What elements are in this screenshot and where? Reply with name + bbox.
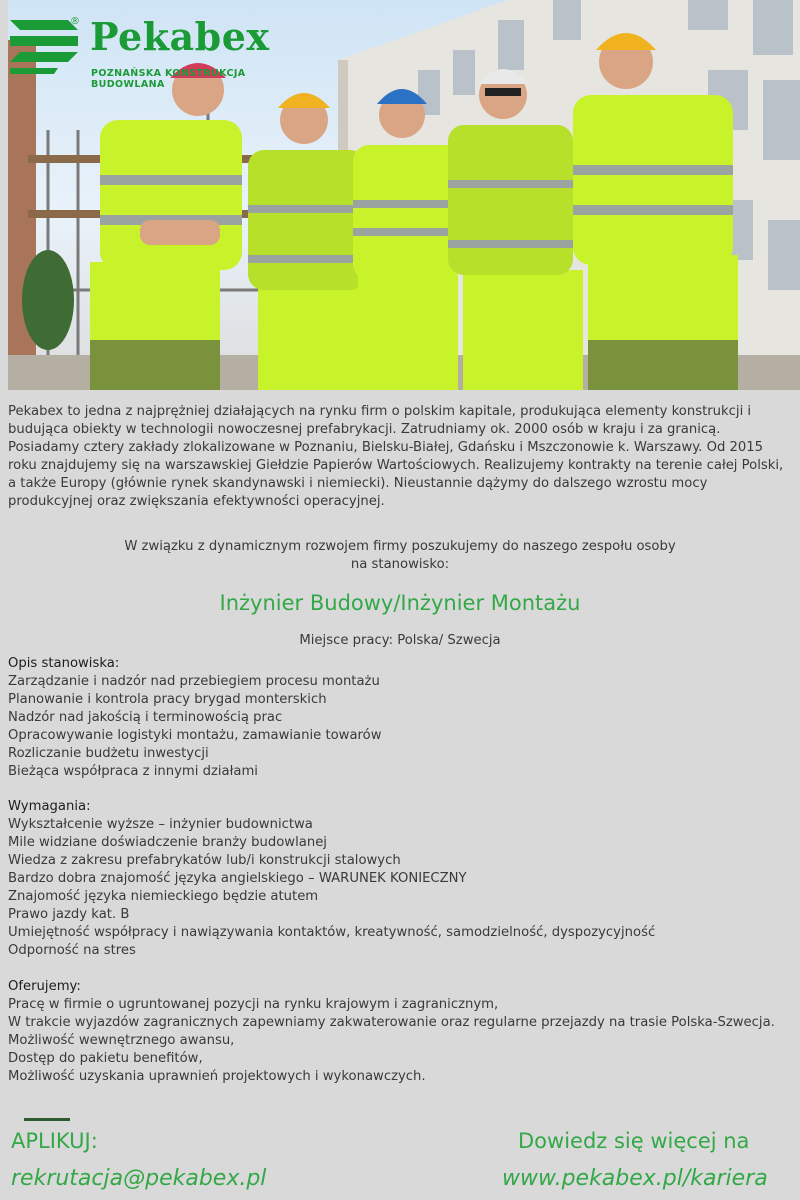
list-item: Możliwość uzyskania uprawnień projektowych i wykonawczych. [8, 1069, 426, 1084]
list-item: Rozliczanie budżetu inwestycji [8, 746, 209, 761]
learn-more-label: Dowiedz się więcej na [518, 1129, 750, 1153]
list-item: Umiejętność współpracy i nawiązywania kontaktów, kreatywność, samodzielność, dyspozycyjność [8, 925, 656, 940]
logo-tagline: POZNAŃSKA KONSTRUKCJA BUDOWLANA [91, 68, 246, 90]
pekabex-logo [8, 8, 308, 90]
job-title: Inżynier Budowy/Inżynier Montażu [219, 591, 581, 615]
section-heading: Opis stanowiska: [8, 656, 120, 671]
list-item: Nadzór nad jakością i terminowością prac [8, 710, 283, 725]
list-item: Wykształcenie wyższe – inżynier budownictwa [8, 817, 313, 832]
section-job-description [8, 655, 792, 781]
footer-divider [24, 1118, 70, 1121]
logo-registered-mark: ® [70, 16, 80, 27]
section-heading: Oferujemy: [8, 979, 81, 994]
work-location: Miejsce pracy: Polska/ Szwecja [299, 633, 501, 648]
list-item: Bieżąca współpraca z innymi działami [8, 764, 258, 779]
list-item: Planowanie i kontrola pracy brygad monterskich [8, 692, 327, 707]
list-item: Możliwość wewnętrznego awansu, [8, 1033, 235, 1048]
logo-name: Pekabex [90, 14, 270, 59]
list-item: Prawo jazdy kat. B [8, 907, 130, 922]
company-intro: Pekabex to jedna z najprężniej działających na rynku firm o polskim kapitale, produkująca elementy konstrukcji i budująca obiekty w technologii nowoczesnej prefabrykacji. Zatrudniamy ok. 2000 osób w kraju i za granicą. Posiadamy cztery zakłady zlokalizowane w Poznaniu, Bielsku-Białej, Gdańsku i Mszczonowie k. Warszawy. Od 2015 roku znajdujemy się na warszawskiej Giełdzie Papierów Wartościowych. Realizujemy kontrakty na terenie całej Polski, a także Europy (głównie rynek skandynawski i niemiecki). Nieustannie dążymy do dalszego wzrostu mocy produkcyjnej oraz zwiększania efektywności operacyjnej. [8, 404, 784, 509]
apply-label: APLIKUJ: [11, 1129, 98, 1153]
section-heading: Wymagania: [8, 799, 91, 814]
section-requirements [8, 798, 792, 960]
list-item: Odporność na stres [8, 943, 136, 958]
lead-line-2: na stanowisko: [350, 557, 450, 572]
list-item: Znajomość języka niemieckiego będzie atutem [8, 889, 319, 904]
list-item: Bardzo dobra znajomość języka angielskiego – WARUNEK KONIECZNY [8, 871, 467, 886]
list-item: Dostęp do pakietu benefitów, [8, 1051, 203, 1066]
list-item: Zarządzanie i nadzór nad przebiegiem procesu montażu [8, 674, 380, 689]
careers-url-link[interactable]: www.pekabex.pl/kariera [502, 1166, 768, 1191]
lead-line-1: W związku z dynamicznym rozwojem firmy poszukujemy do naszego zespołu osoby [124, 539, 676, 554]
worker-1 [90, 63, 242, 390]
list-item: W trakcie wyjazdów zagranicznych zapewniamy zakwaterowanie oraz regularne przejazdy na trasie Polska-Szwecja. [8, 1015, 775, 1030]
list-item: Pracę w firmie o ugruntowanej pozycji na rynku krajowym i zagranicznym, [8, 997, 499, 1012]
recruitment-email-link[interactable]: rekrutacja@pekabex.pl [11, 1166, 267, 1191]
list-item: Mile widziane doświadczenie branży budowlanej [8, 835, 327, 850]
recruitment-lead [90, 538, 710, 574]
list-item: Opracowywanie logistyki montażu, zamawianie towarów [8, 728, 382, 743]
hero-photo [8, 0, 800, 390]
section-offer [8, 978, 792, 1086]
list-item: Wiedza z zakresu prefabrykatów lub/i konstrukcji stalowych [8, 853, 401, 868]
